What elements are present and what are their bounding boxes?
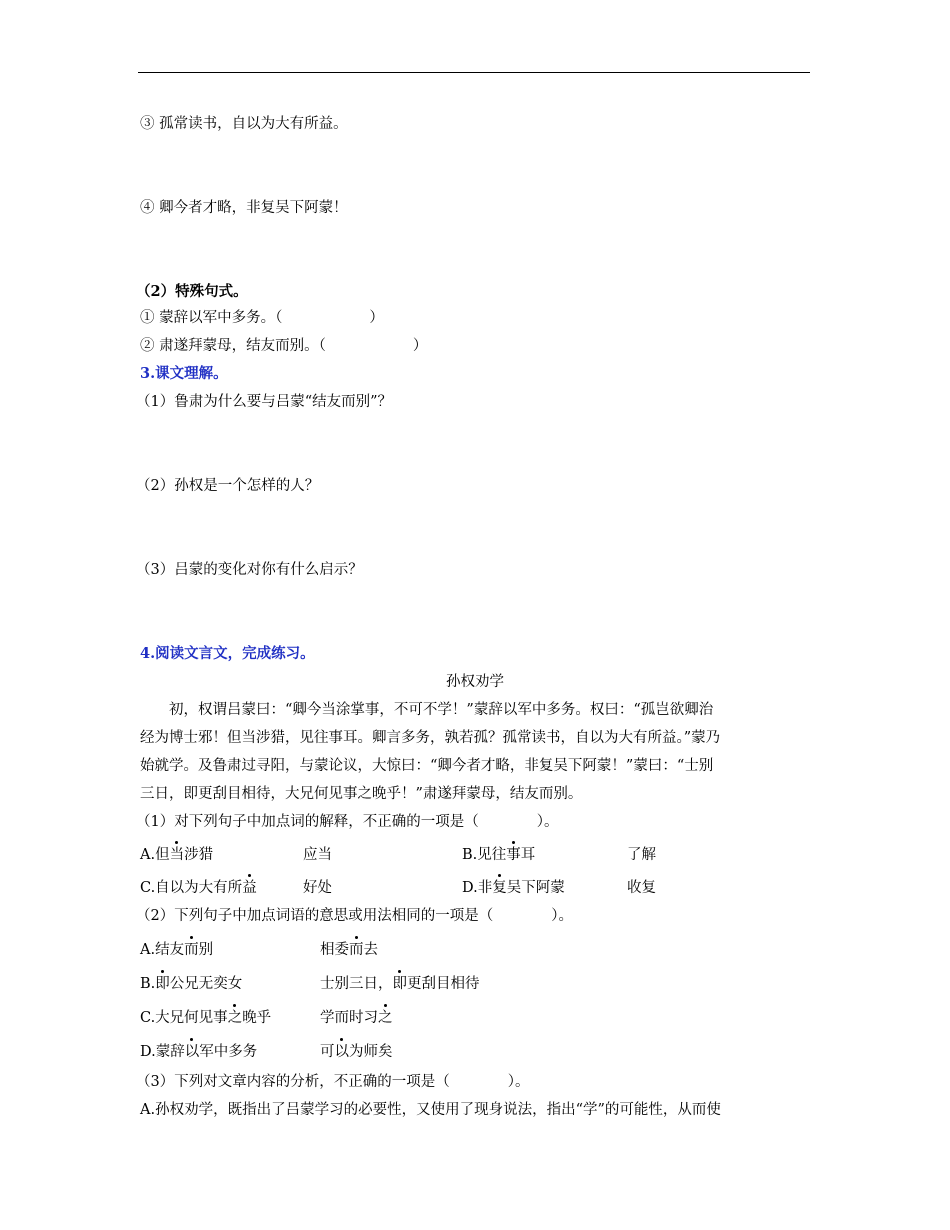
q2-option-b: B.即公兄无奕女 (140, 976, 243, 992)
passage-line-1: 初，权谓吕蒙曰：“卿今当涂掌事，不可不学！”蒙辞以军中多务。权曰：“孤岂欲卿治 (140, 702, 714, 718)
special-syntax-item-2: ② 肃遂拜蒙母，结友而别。（ ） (140, 338, 428, 354)
q2-option-a-compare: 相委而去 (320, 942, 378, 958)
special-syntax-heading: （2）特殊句式。 (136, 283, 248, 300)
q2-option-d-compare: 可以为师矣 (320, 1044, 393, 1060)
emphasis-dot-char: 即 (155, 976, 170, 992)
q3-option-a: A.孙权劝学，既指出了吕蒙学习的必要性，又使用了现身说法，指出“学”的可能性，从而使 (140, 1102, 721, 1118)
q2-option-c-compare: 学而时习之 (320, 1010, 393, 1026)
section3-question-3: （3）吕蒙的变化对你有什么启示？ (136, 562, 363, 578)
emphasis-dot-char: 之 (227, 1010, 243, 1026)
passage-line-4: 三日，即更刮目相待，大兄何见事之晚乎！”肃遂拜蒙母，结友而别。 (140, 786, 583, 802)
emphasis-dot-char: 以 (184, 1044, 200, 1060)
q1-option-d: D.非复吴下阿蒙 (462, 880, 565, 896)
q1-option-c: C.自以为大有所益 (140, 880, 257, 896)
special-syntax-item-1: ① 蒙辞以军中多务。（ ） (140, 310, 384, 326)
q2-item-3: ③ 孤常读书，自以为大有所益。 (140, 116, 348, 132)
q1-option-b: B.见往事耳 (462, 847, 536, 863)
emphasis-dot-char: 之 (378, 1010, 393, 1026)
q2-option-d: D.蒙辞以军中多务 (140, 1044, 258, 1060)
passage-line-3: 始就学。及鲁肃过寻阳，与蒙论议，大惊曰：“卿今者才略，非复吴下阿蒙！”蒙曰：“士别 (140, 758, 714, 774)
emphasis-dot-char: 以 (334, 1044, 349, 1060)
q2-item-4: ④ 卿今者才略，非复吴下阿蒙！ (140, 200, 348, 216)
section3-question-1: （1）鲁肃为什么要与吕蒙“结友而别”？ (136, 394, 393, 410)
q1-option-a-meaning: 应当 (303, 847, 332, 863)
passage-line-2: 经为博士邪！但当涉猎，见往事耳。卿言多务，孰若孤？孤常读书，自以为大有所益。”蒙乃 (140, 730, 721, 746)
section3-heading: 3.课文理解。 (140, 365, 228, 382)
q3-stem: （3）下列对文章内容的分析，不正确的一项是（ ）。 (136, 1074, 530, 1090)
q1-option-c-meaning: 好处 (303, 880, 332, 896)
emphasis-dot-char: 当 (169, 847, 185, 863)
header-rule (138, 72, 810, 73)
q2-stem: （2）下列句子中加点词语的意思或用法相同的一项是（ ）。 (136, 908, 573, 924)
q1-option-a: A.但当涉猎 (140, 847, 214, 863)
q1-option-b-meaning: 了解 (627, 847, 656, 863)
section4-heading: 4.阅读文言文，完成练习。 (140, 645, 315, 662)
emphasis-dot-char: 事 (506, 847, 521, 863)
q1-option-d-meaning: 收复 (627, 880, 656, 896)
emphasis-dot-char: 益 (242, 880, 257, 896)
q2-option-b-compare: 士别三日，即更刮目相待 (320, 976, 480, 992)
q2-option-a: A.结友而别 (140, 942, 214, 958)
emphasis-dot-char: 而 (349, 942, 364, 958)
emphasis-dot-char: 即 (392, 976, 407, 992)
passage-title: 孙权劝学 (446, 674, 504, 690)
emphasis-dot-char: 而 (184, 942, 199, 958)
emphasis-dot-char: 复 (492, 880, 507, 896)
q2-option-c: C.大兄何见事之晚乎 (140, 1010, 272, 1026)
section3-question-2: （2）孙权是一个怎样的人？ (136, 478, 320, 494)
q1-stem: （1）对下列句子中加点词的解释，不正确的一项是（ ）。 (136, 814, 559, 830)
